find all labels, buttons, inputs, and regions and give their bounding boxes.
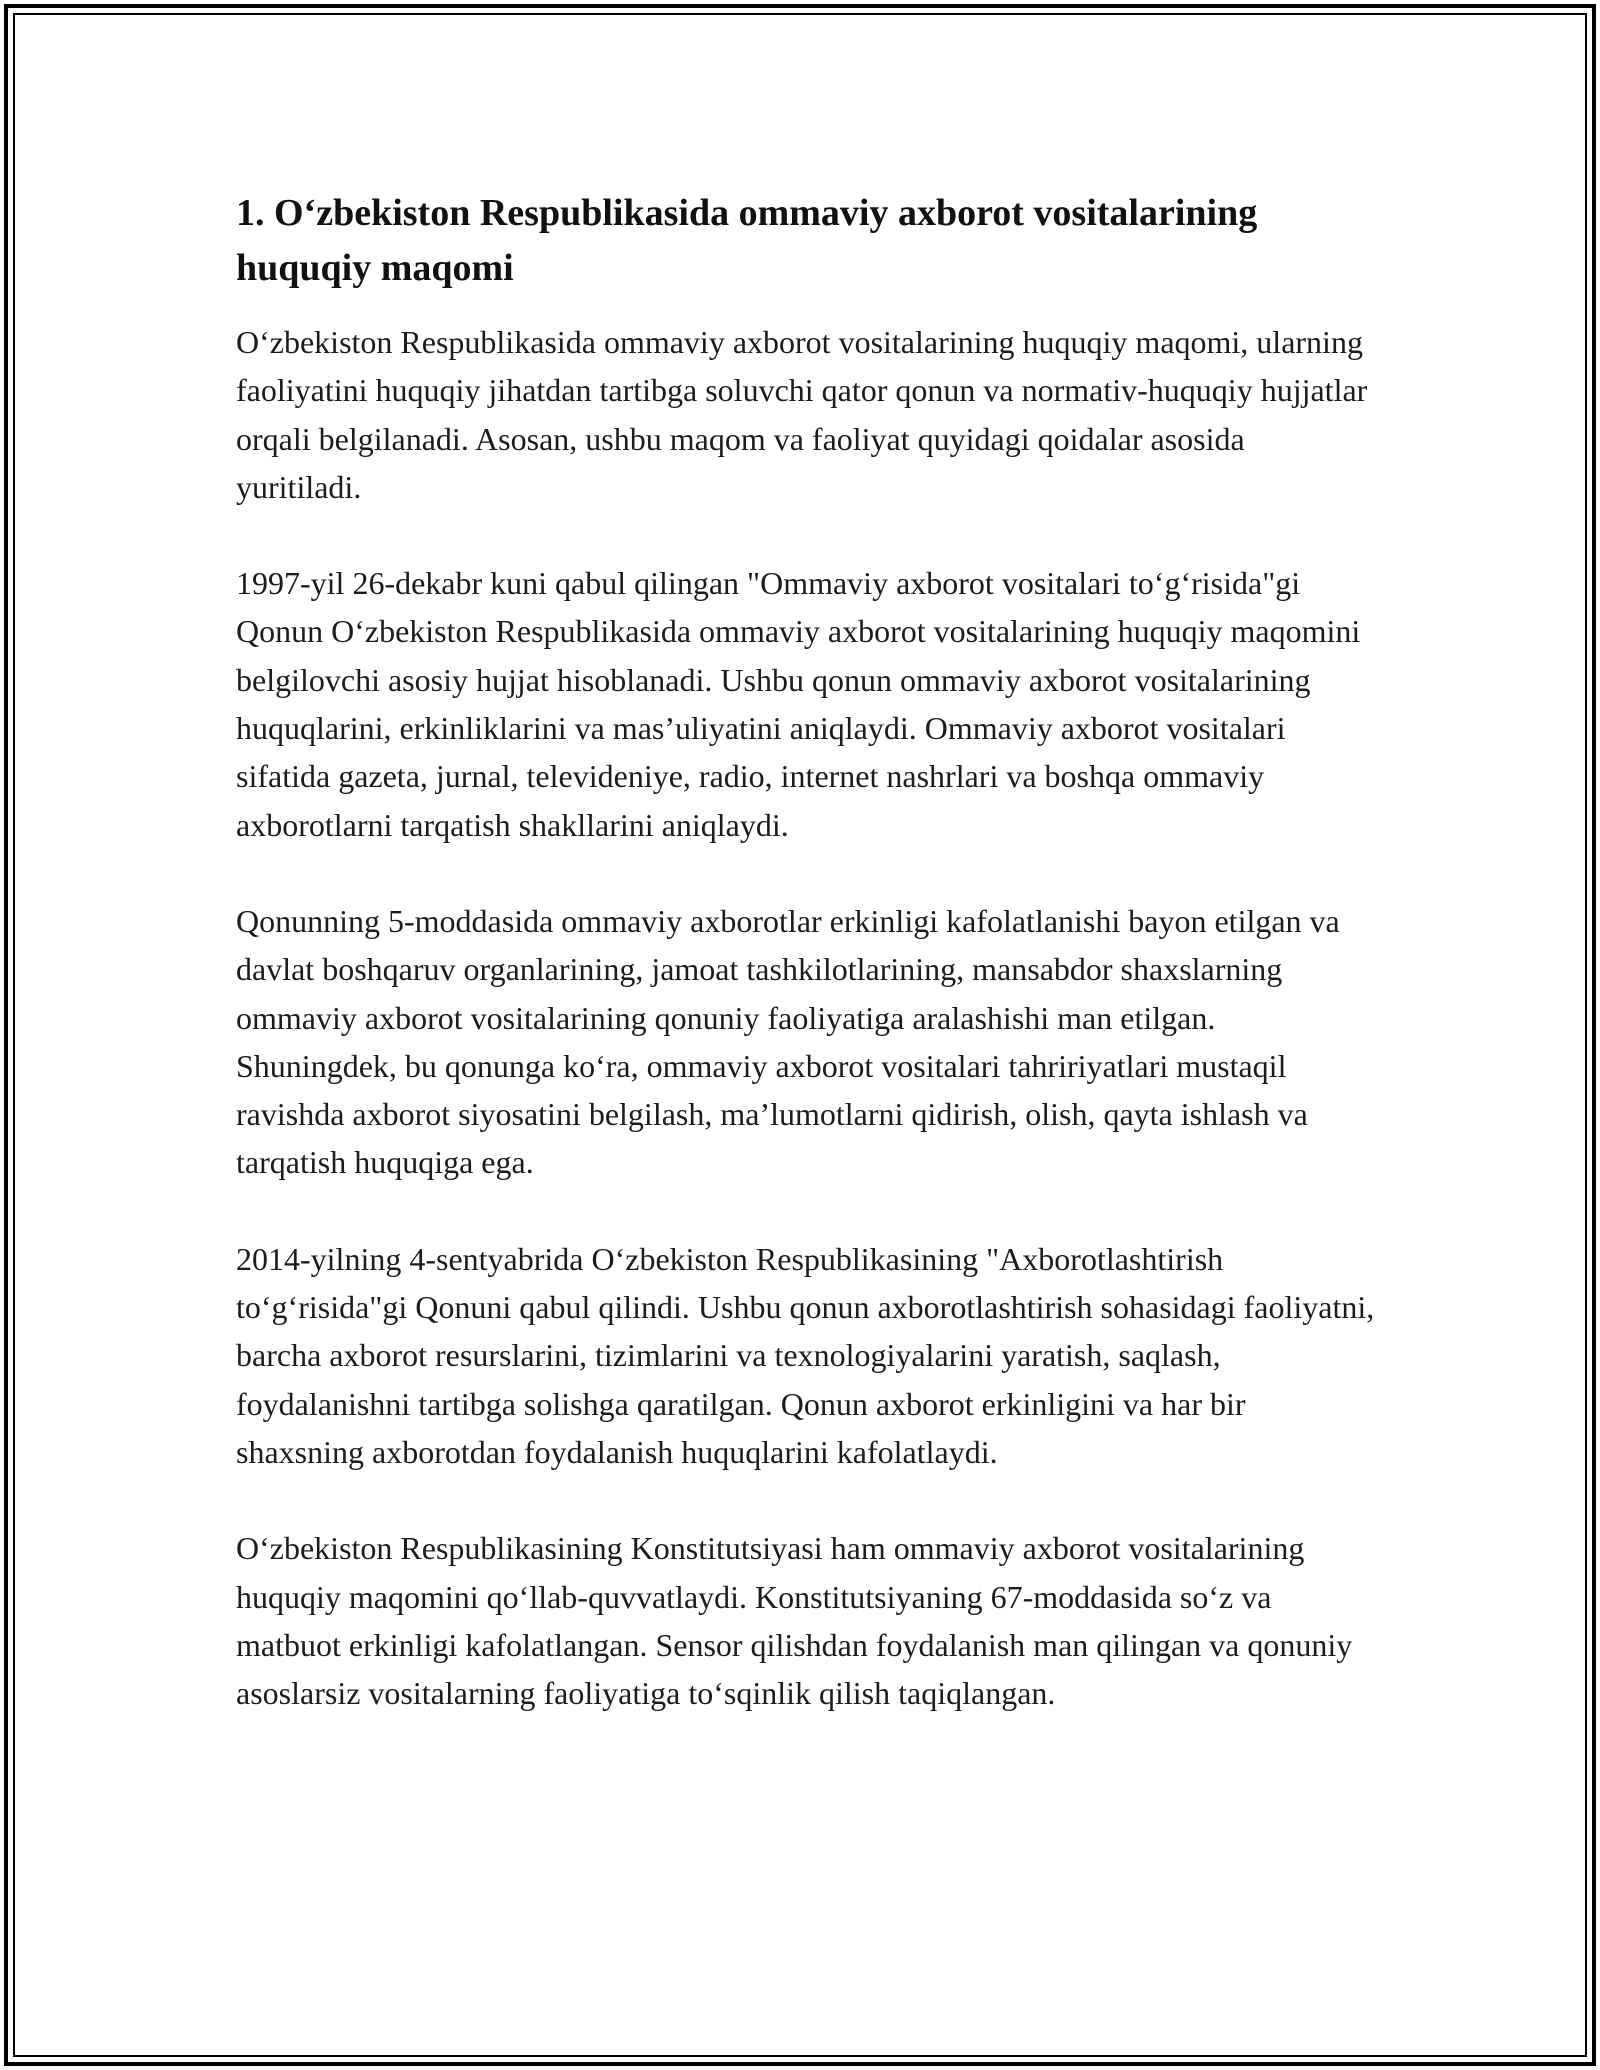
paragraph-5: O‘zbekiston Respublikasining Konstitutsiyasi ham ommaviy axborot vositalarining huquqiy maqomini qo‘llab-quvvatlaydi. Konstitutsiyaning 67-moddasida so‘z va matbuot erkinligi kafolatlangan. Sensor qilishdan foydalanish man qilingan va qonuniy asoslarsiz vositalarning faoliyatiga to‘sqinlik qilish taqiqlangan.	[236, 1530, 1353, 1712]
paragraph-4: 2014-yilning 4-sentyabrida O‘zbekiston Respublikasining "Axborotlashtirish to‘g‘risida"gi Qonuni qabul qilindi. Ushbu qonun axborotlashtirish sohasidagi faoliyatni, barcha axborot resurslarini, tizimlarini va texnologiyalarini yaratish, saqlash, foydalanishni tartibga solishga qaratilgan. Qonun axborot erkinligini va har bir shaxsning axborotdan foydalanish huquqlarini kafolatlaydi.	[236, 1240, 1375, 1470]
document-body	[236, 186, 1376, 1765]
paragraph-2: 1997-yil 26-dekabr kuni qabul qilingan "Ommaviy axborot vositalari to‘g‘risida"gi Qonun O‘zbekiston Respublikasida ommaviy axborot vositalarining huquqiy maqomini belgilovchi asosiy hujjat hisoblanadi. Ushbu qonun ommaviy axborot vositalarining huquqlarini, erkinliklarini va mas’uliyatini aniqlaydi. Ommaviy axborot vositalari sifatida gazeta, jurnal, televideniye, radio, internet nashrlari va boshqa ommaviy axborotlarni tarqatish shakllarini aniqlaydi.	[236, 565, 1361, 843]
section-heading: 1. O‘zbekiston Respublikasida ommaviy axborot vositalarining huquqiy maqomi	[236, 192, 1258, 289]
paragraph-1: O‘zbekiston Respublikasida ommaviy axborot vositalarining huquqiy maqomi, ularning faoliyatini huquqiy jihatdan tartibga soluvchi qator qonun va normativ-huquqiy hujjatlar orqali belgilanadi. Asosan, ushbu maqom va faoliyat quyidagi qoidalar asosida yuritiladi.	[236, 324, 1368, 505]
paragraph-3: Qonunning 5-moddasida ommaviy axborotlar erkinligi kafolatlanishi bayon etilgan va davlat boshqaruv organlarining, jamoat tashkilotlarining, mansabdor shaxslarning ommaviy axborot vositalarining qonuniy faoliyatiga aralashishi man etilgan. Shuningdek, bu qonunga ko‘ra, ommaviy axborot vositalari tahririyatlari mustaqil ravishda axborot siyosatini belgilash, ma’lumotlarni qidirish, olish, qayta ishlash va tarqatish huquqiga ega.	[236, 902, 1340, 1181]
